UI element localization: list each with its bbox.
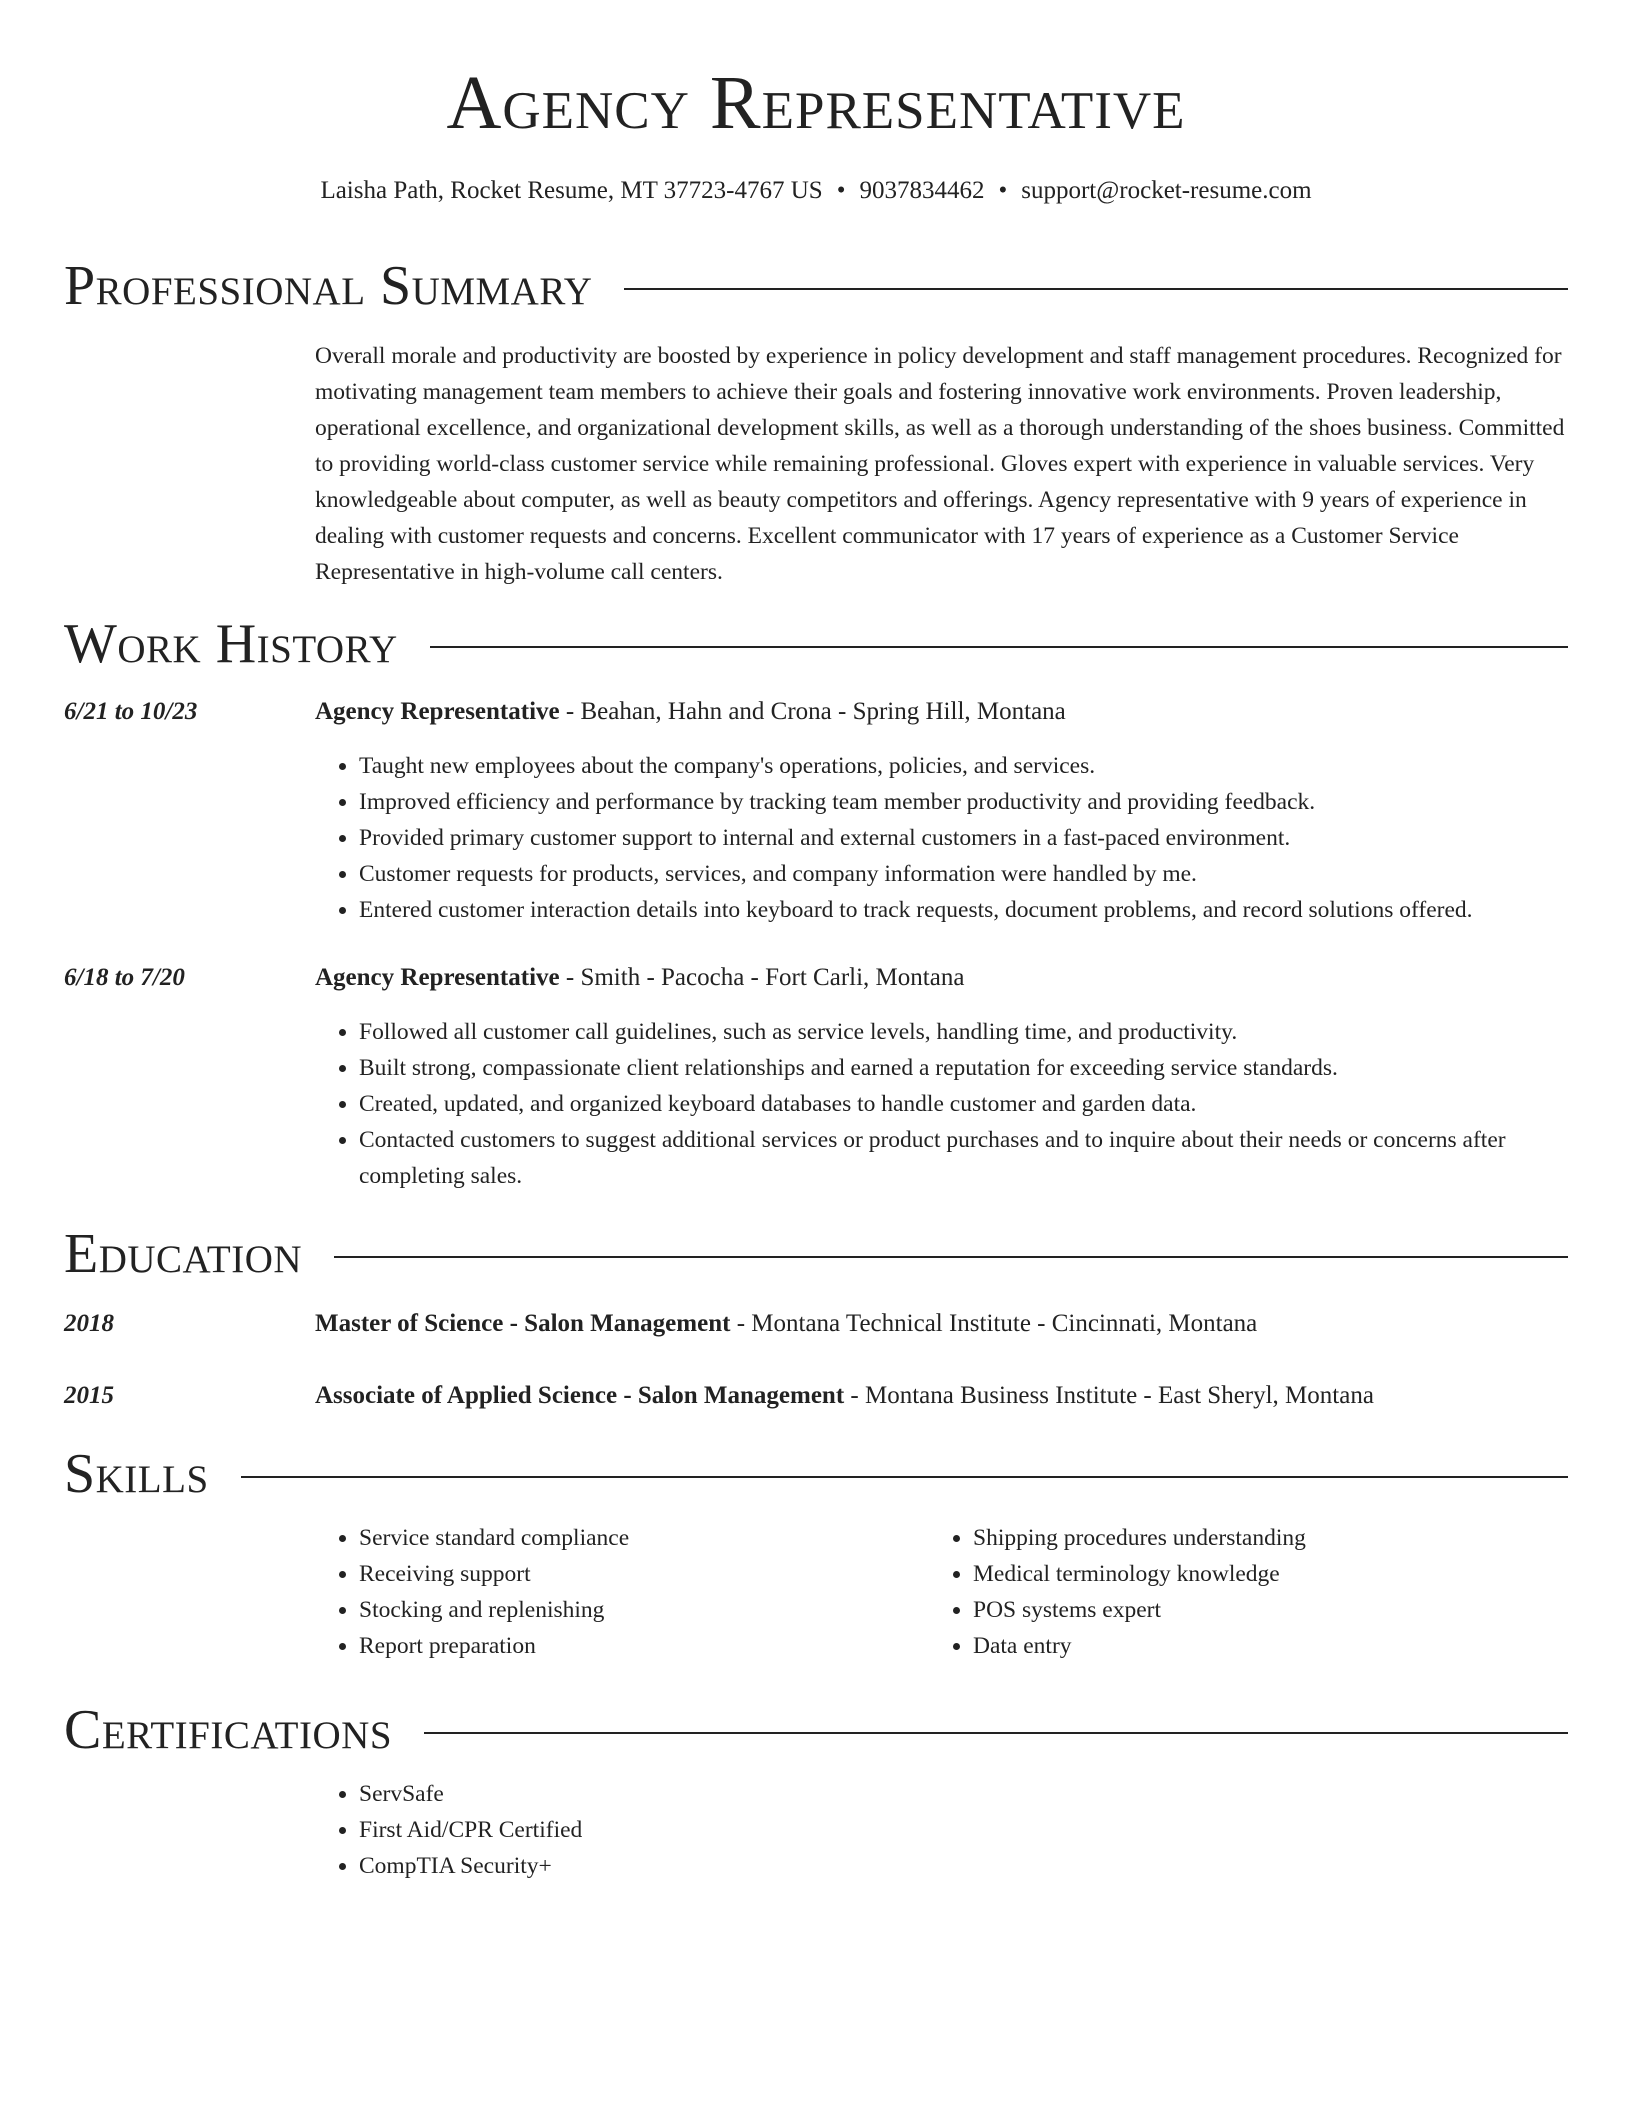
- job-bullets: [315, 1014, 1614, 1194]
- education-section-header: [64, 1222, 1568, 1286]
- job-bullets: [315, 748, 1614, 928]
- job-dates: 6/18 to 7/20: [64, 964, 185, 991]
- skill-item: • Medical terminology knowledge: [973, 1556, 1593, 1592]
- section-divider: [334, 1256, 1568, 1258]
- education-degree: Associate of Applied Science - Salon Management: [315, 1382, 845, 1409]
- skills-list-right: [929, 1520, 1593, 1664]
- skill-item: • Stocking and replenishing: [359, 1592, 919, 1628]
- job-title-line: [315, 694, 1066, 730]
- education-line: [315, 1306, 1257, 1342]
- contact-line: [0, 174, 1632, 208]
- work-heading: Work History: [64, 613, 398, 675]
- education-line: [315, 1378, 1374, 1414]
- contact-address: Laisha Path, Rocket Resume, MT 37723-4767 US: [320, 177, 823, 204]
- education-year: 2015: [64, 1382, 114, 1409]
- list-item: • Improved efficiency and performance by tracking team member productivity and providing feedback.: [359, 784, 1614, 820]
- contact-separator: •: [998, 177, 1008, 204]
- contact-email[interactable]: support@rocket-resume.com: [1021, 177, 1312, 204]
- list-item: • Provided primary customer support to internal and external customers in a fast-paced environment.: [359, 820, 1614, 856]
- education-degree: Master of Science - Salon Management: [315, 1310, 731, 1337]
- summary-heading: Professional Summary: [64, 255, 593, 317]
- skill-item: • Service standard compliance: [359, 1520, 919, 1556]
- summary-text: Overall morale and productivity are boosted by experience in policy development and staff management procedures. Recognized for motivating management team members to achieve their goals and fostering innovative work environments. Proven leadership, operational excellence, and organizational development skills, as well as a thorough understanding of the shoes business. Committed to providing world-class customer service while remaining professional. Gloves expert with experience in valuable services. Very knowledgeable about computer, as well as beauty competitors and offerings. Agency representative with 9 years of experience in dealing with customer requests and concerns. Excellent communicator with 17 years of experience as a Customer Service Representative in high-volume call centers.: [315, 343, 1565, 585]
- certification-item: • ServSafe: [359, 1776, 1614, 1812]
- skill-item: • POS systems expert: [973, 1592, 1593, 1628]
- contact-phone: 9037834462: [859, 177, 985, 204]
- list-item: • Customer requests for products, services, and company information were handled by me.: [359, 856, 1614, 892]
- section-divider: [624, 288, 1568, 290]
- summary-section-header: [64, 254, 1568, 318]
- education-details: - Montana Technical Institute - Cincinnati, Montana: [730, 1310, 1258, 1337]
- education-heading: Education: [64, 1223, 303, 1285]
- job-title: Agency Representative: [315, 964, 560, 991]
- education-year: 2018: [64, 1310, 114, 1337]
- resume-name: Agency Representative: [446, 61, 1186, 145]
- list-item: • Followed all customer call guidelines, such as service levels, handling time, and productivity.: [359, 1014, 1614, 1050]
- list-item: • Contacted customers to suggest additional services or product purchases and to inquire about their needs or concerns after completing sales.: [359, 1122, 1614, 1194]
- contact-separator: •: [836, 177, 846, 204]
- skill-item: • Shipping procedures understanding: [973, 1520, 1593, 1556]
- certification-item: • CompTIA Security+: [359, 1848, 1614, 1884]
- skills-heading: Skills: [64, 1443, 209, 1505]
- certification-item: • First Aid/CPR Certified: [359, 1812, 1614, 1848]
- list-item: • Built strong, compassionate client relationships and earned a reputation for exceeding service standards.: [359, 1050, 1614, 1086]
- job-title-line: [315, 960, 964, 996]
- list-item: • Entered customer interaction details into keyboard to track requests, document problems, and record solutions offered.: [359, 892, 1614, 928]
- list-item: • Created, updated, and organized keyboard databases to handle customer and garden data.: [359, 1086, 1614, 1122]
- job-dates: 6/21 to 10/23: [64, 698, 198, 725]
- skills-list-left: [315, 1520, 919, 1664]
- section-divider: [241, 1476, 1568, 1478]
- certifications-heading: Certifications: [64, 1699, 393, 1761]
- skill-item: • Receiving support: [359, 1556, 919, 1592]
- certifications-section-header: [64, 1698, 1568, 1762]
- education-details: - Montana Business Institute - East Sheryl, Montana: [844, 1382, 1374, 1409]
- skills-section-header: [64, 1442, 1568, 1506]
- work-section-header: [64, 612, 1568, 676]
- skill-item: • Report preparation: [359, 1628, 919, 1664]
- skill-item: • Data entry: [973, 1628, 1593, 1664]
- section-divider: [424, 1732, 1568, 1734]
- certifications-list: [315, 1776, 1614, 1884]
- job-details: - Smith - Pacocha - Fort Carli, Montana: [559, 964, 965, 991]
- section-divider: [430, 646, 1568, 648]
- job-title: Agency Representative: [315, 698, 560, 725]
- job-details: - Beahan, Hahn and Crona - Spring Hill, Montana: [559, 698, 1066, 725]
- list-item: • Taught new employees about the company's operations, policies, and services.: [359, 748, 1614, 784]
